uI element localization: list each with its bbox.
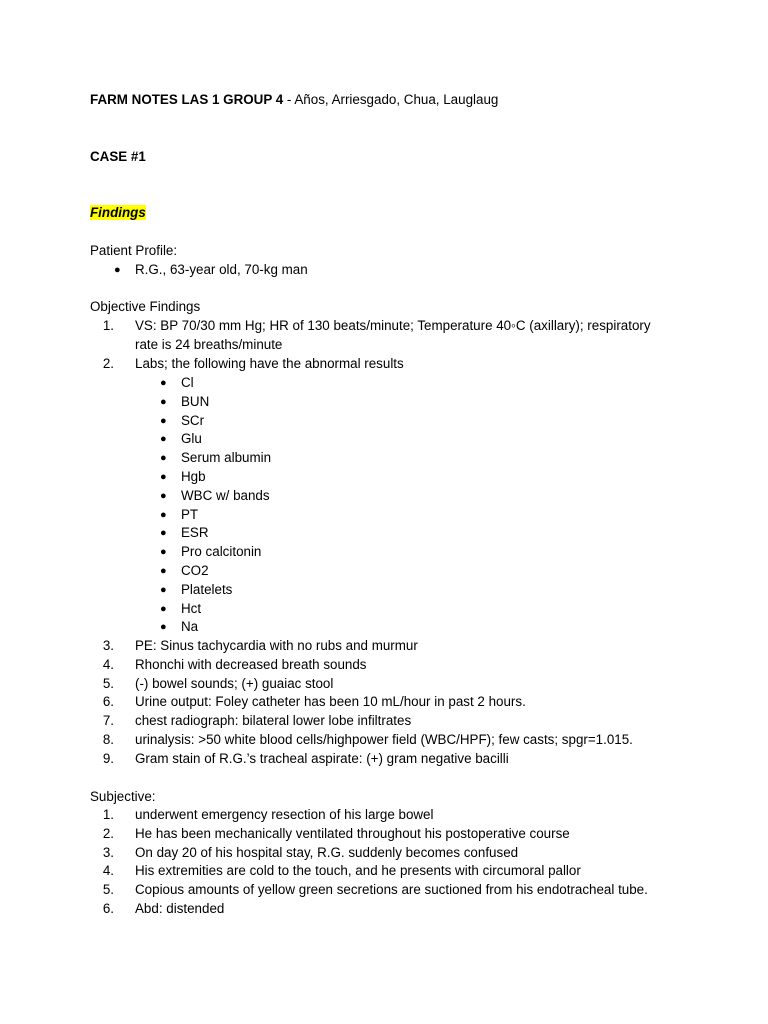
lab-item-label: WBC w/ bands [181, 487, 270, 503]
lab-item-label: CO2 [181, 563, 209, 578]
objective-item-text: Rhonchi with decreased breath sounds [135, 656, 367, 672]
bullet-icon: ● [160, 452, 167, 465]
subjective-item-text: His extremities are cold to the touch, and he presents with circumoral pallor [135, 863, 581, 879]
list-number: 1. [102, 807, 114, 822]
bullet-icon: ● [160, 489, 167, 502]
list-number: 8. [102, 732, 114, 747]
list-number: 3. [102, 844, 114, 860]
lab-item-label: Hct [181, 600, 202, 616]
subjective-item-text: He has been mechanically ventilated throughout his postoperative course [135, 825, 570, 841]
lab-item-label: Hgb [181, 469, 206, 484]
list-number: 5. [102, 882, 114, 898]
list-number: 9. [102, 750, 114, 766]
list-number: 2. [102, 825, 114, 841]
subjective-item-text: underwent emergency resection of his large bowel [135, 807, 434, 822]
subjective-heading: Subjective: [90, 789, 156, 804]
bullet-icon: ● [160, 565, 167, 577]
objective-item-text: PE: Sinus tachycardia with no rubs and murmur [135, 638, 418, 653]
lab-item-label: Platelets [181, 581, 233, 597]
objective-item-text: Gram stain of R.G.’s tracheal aspirate: (+) gram negative bacilli [135, 750, 509, 766]
lab-item-label: Pro calcitonin [181, 544, 262, 560]
list-number: 6. [102, 901, 114, 916]
bullet-icon: ● [160, 395, 167, 408]
lab-item-label: Glu [181, 431, 202, 447]
list-number: 4. [102, 863, 114, 879]
bullet-icon: ● [160, 527, 167, 540]
bullet-icon: ● [160, 433, 167, 446]
lab-item-label: BUN [181, 393, 210, 409]
objective-item-text: VS: BP 70/30 mm Hg; HR of 130 beats/minute; Temperature 40◦C (axillary); respiratory [135, 318, 651, 333]
lab-item-label: Cl [181, 375, 194, 390]
objective-heading: Objective Findings [90, 299, 201, 314]
findings-heading-row [90, 204, 690, 223]
case-title: CASE #1 [90, 149, 146, 164]
bullet-icon: ● [114, 264, 121, 276]
list-number: 6. [102, 694, 114, 710]
patient-profile-text: R.G., 63-year old, 70-kg man [135, 262, 308, 277]
bullet-icon: ● [160, 414, 167, 427]
bullet-icon: ● [160, 471, 167, 483]
bullet-icon: ● [160, 377, 167, 389]
bullet-icon: ● [160, 508, 167, 521]
objective-item-text: (-) bowel sounds; (+) guaiac stool [135, 675, 334, 691]
subjective-item-text: Abd: distended [135, 901, 225, 916]
bullet-icon: ● [160, 546, 167, 559]
list-number: 5. [102, 675, 114, 691]
objective-item-text: Urine output: Foley catheter has been 10 mL/hour in past 2 hours. [135, 694, 526, 710]
objective-item-text: chest radiograph: bilateral lower lobe infiltrates [135, 713, 412, 729]
lab-item-label: PT [181, 506, 199, 522]
title-bold: FARM NOTES LAS 1 GROUP 4 [90, 92, 284, 107]
list-number: 1. [102, 318, 114, 333]
title-authors: - Años, Arriesgado, Chua, Lauglaug [283, 92, 499, 107]
document-title [90, 91, 690, 110]
findings-heading: Findings [90, 205, 146, 220]
patient-profile-heading: Patient Profile: [90, 243, 178, 258]
objective-item-text: urinalysis: >50 white blood cells/highpower field (WBC/HPF); few casts; spgr=1.015. [135, 732, 633, 747]
lab-item-label: SCr [181, 412, 205, 428]
lab-item-label: Serum albumin [181, 450, 272, 466]
list-number: 7. [102, 713, 114, 729]
lab-item-label: ESR [181, 525, 209, 541]
bullet-icon: ● [160, 602, 167, 615]
subjective-item-text: Copious amounts of yellow green secretions are suctioned from his endotracheal tube. [135, 882, 648, 898]
bullet-icon: ● [160, 621, 167, 634]
list-number: 3. [102, 638, 114, 653]
list-number: 4. [102, 656, 114, 672]
bullet-icon: ● [160, 583, 167, 596]
lab-item-label: Na [181, 619, 199, 635]
objective-item-text: Labs; the following have the abnormal results [135, 356, 404, 371]
subjective-item-text: On day 20 of his hospital stay, R.G. suddenly becomes confused [135, 844, 519, 860]
list-number: 2. [102, 356, 114, 371]
objective-item-text-continued: rate is 24 breaths/minute [135, 337, 283, 352]
